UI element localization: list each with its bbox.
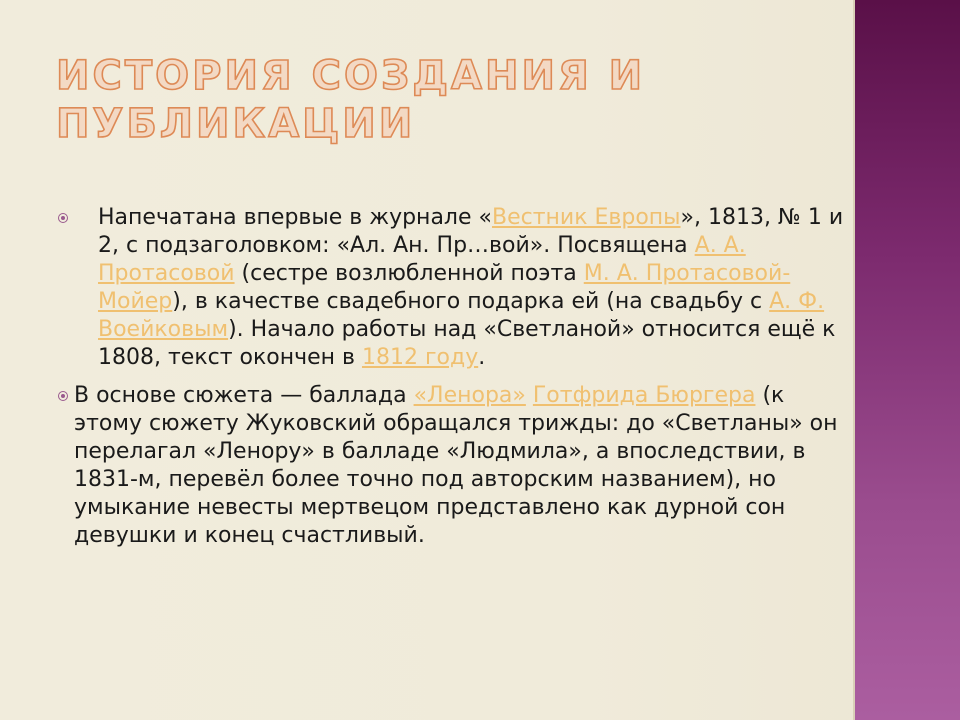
link-protasova[interactable]: А. А. Протасовой xyxy=(98,233,746,286)
paragraph-text xyxy=(526,383,533,408)
bullet-paragraph-2 xyxy=(58,382,848,550)
link-lenora[interactable]: «Ленора» xyxy=(413,383,526,408)
bullet-icon xyxy=(58,213,68,223)
paragraph-text: (сестре возлюбленной поэта xyxy=(234,261,584,286)
paragraph-text: », 1813, № 1 и 2, с подзаголовком: «Ал. Ан. Пр…вой». Посвящена xyxy=(98,205,844,258)
link-1812-year[interactable]: 1812 году xyxy=(361,345,479,370)
paragraph-text: Напечатана впервые в журнале « xyxy=(98,205,492,230)
paragraph-text: В основе сюжета — баллада xyxy=(74,383,414,408)
slide-title: ИСТОРИЯ СОЗДАНИЯ И ПУБЛИКАЦИИ xyxy=(56,53,646,147)
link-vestnik-evropy[interactable]: Вестник Европы xyxy=(491,205,681,230)
decorative-side-bar xyxy=(855,0,960,720)
link-protasova-moyer[interactable]: М. А. Протасовой-Мойер xyxy=(98,261,791,314)
link-voeykov[interactable]: А. Ф. Воейковым xyxy=(98,289,825,342)
paragraph-text: . xyxy=(478,345,486,370)
paragraph-text: ). Начало работы над «Светланой» относится ещё к 1808, текст окончен в xyxy=(98,317,836,370)
slide-content xyxy=(58,204,848,560)
bullet-paragraph-1 xyxy=(58,204,848,372)
link-gottfried-burger[interactable]: Готфрида Бюргера xyxy=(532,383,756,408)
paragraph-text: ), в качестве свадебного подарка ей (на свадьбу с xyxy=(172,289,770,314)
bullet-icon xyxy=(58,391,68,401)
paragraph-text: (к этому сюжету Жуковский обращался трижды: до «Светланы» он перелагал «Ленору» в балладе «Людмила», а впоследствии, в 1831-м, перевёл более точно под авторским названием), но умыкание невесты мертвецом представлено как дурной сон девушки и конец счастливый. xyxy=(74,383,838,548)
